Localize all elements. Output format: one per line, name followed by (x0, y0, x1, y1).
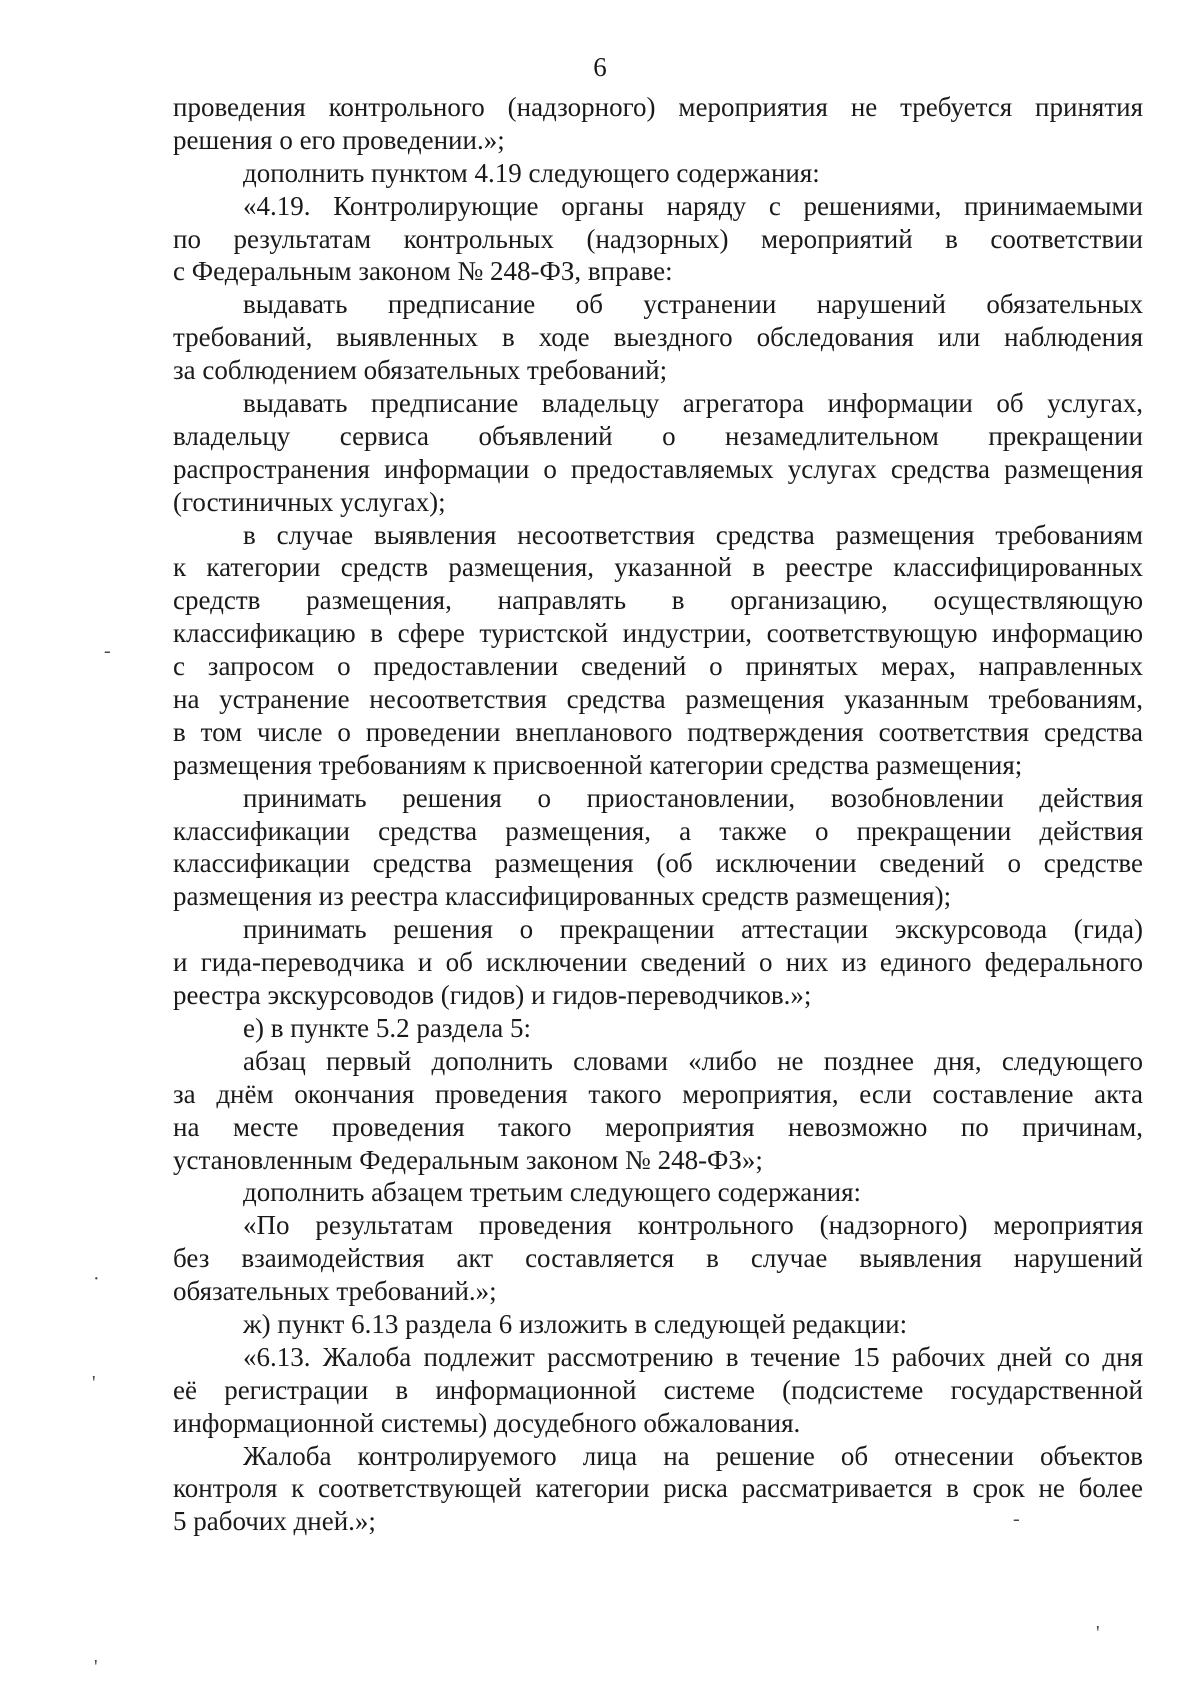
text-line: информационной системы) досудебного обжалования. (173, 1407, 801, 1438)
text-line: принимать решения о прекращении аттестации экскурсовода (гида) (243, 914, 1143, 945)
text-line: выдавать предписание об устранении нарушений обязательных (243, 289, 1143, 320)
text-line: на устранение несоответствия средства размещения указанным требованиям, (173, 684, 1143, 715)
scan-speck: - (1013, 1508, 1020, 1530)
page-number: 6 (593, 52, 607, 82)
text-line: выдавать предписание владельцу агрегатора информации об услугах, (243, 388, 1143, 419)
text-line: принимать решения о приостановлении, возобновлении действия (243, 782, 1143, 813)
text-line: владельцу сервиса объявлений о незамедлительном прекращении (173, 420, 1143, 451)
text-line: реестра экскурсоводов (гидов) и гидов-переводчиков.»; (173, 980, 812, 1011)
text-line: средств размещения, направлять в организацию, осуществляющую (173, 585, 1143, 616)
text-line: по результатам контрольных (надзорных) мероприятий в соответствии (173, 223, 1143, 254)
text-line: за соблюдением обязательных требований; (173, 355, 668, 386)
text-line: дополнить абзацем третьим следующего содержания: (243, 1177, 862, 1208)
text-line: размещения из реестра классифицированных средств размещения); (173, 881, 952, 912)
scan-speck: ' (1096, 1622, 1100, 1644)
text-line: распространения информации о предоставляемых услугах средства размещения (173, 453, 1143, 484)
document-body (173, 91, 1143, 1538)
text-line: дополнить пунктом 4.19 следующего содержания: (243, 157, 820, 188)
text-line: и гида-переводчика и об исключении сведений о них из единого федерального (173, 947, 1143, 978)
text-line: е) в пункте 5.2 раздела 5: (243, 1012, 532, 1043)
text-line: к категории средств размещения, указанной в реестре классифицированных (173, 552, 1143, 583)
text-line: с запросом о предоставлении сведений о принятых мерах, направленных (173, 651, 1143, 682)
text-line: на месте проведения такого мероприятия невозможно по причинам, (173, 1111, 1143, 1142)
text-line: установленным Федеральным законом № 248-ФЗ»; (173, 1144, 763, 1175)
text-line: классификацию в сфере туристской индустрии, соответствующую информацию (173, 618, 1143, 649)
text-line: проведения контрольного (надзорного) мероприятия не требуется принятия (173, 92, 1143, 122)
text-line: контроля к соответствующей категории риска рассматривается в срок не более (173, 1473, 1143, 1504)
text-line: в том числе о проведении внепланового подтверждения соответствия средства (173, 716, 1143, 747)
text-line: 5 рабочих дней.»; (173, 1506, 376, 1537)
text-line: «4.19. Контролирующие органы наряду с решениями, принимаемыми (243, 190, 1143, 221)
text-line: за днём окончания проведения такого мероприятия, если составление акта (173, 1078, 1143, 1109)
text-line: с Федеральным законом № 248-ФЗ, вправе: (173, 256, 673, 287)
text-line: ж) пункт 6.13 раздела 6 изложить в следующей редакции: (243, 1308, 908, 1339)
scan-speck: - (104, 640, 111, 662)
text-line: в случае выявления несоответствия средства размещения требованиям (243, 519, 1143, 550)
text-line: классификации средства размещения (об исключении сведений о средстве (173, 848, 1143, 879)
text-line: решения о его проведении.»; (173, 124, 505, 155)
scan-speck: ' (94, 1656, 98, 1678)
text-line: размещения требованиям к присвоенной категории средства размещения; (173, 749, 1023, 780)
text-line: её регистрации в информационной системе (подсистеме государственной (173, 1374, 1143, 1405)
text-line: без взаимодействия акт составляется в случае выявления нарушений (173, 1243, 1143, 1274)
text-line: обязательных требований.»; (173, 1276, 497, 1307)
text-line: «По результатам проведения контрольного (надзорного) мероприятия (243, 1210, 1143, 1241)
scan-speck: · (93, 1268, 100, 1290)
text-line: (гостиничных услугах); (173, 486, 446, 517)
text-line: «6.13. Жалоба подлежит рассмотрению в течение 15 рабочих дней со дня (243, 1341, 1143, 1372)
scan-speck: ' (92, 1372, 96, 1394)
text-line: классификации средства размещения, а также о прекращении действия (173, 815, 1143, 846)
text-line: требований, выявленных в ходе выездного обследования или наблюдения (173, 322, 1143, 353)
text-line: абзац первый дополнить словами «либо не позднее дня, следующего (243, 1045, 1143, 1076)
text-line: Жалоба контролируемого лица на решение об отнесении объектов (243, 1440, 1143, 1471)
